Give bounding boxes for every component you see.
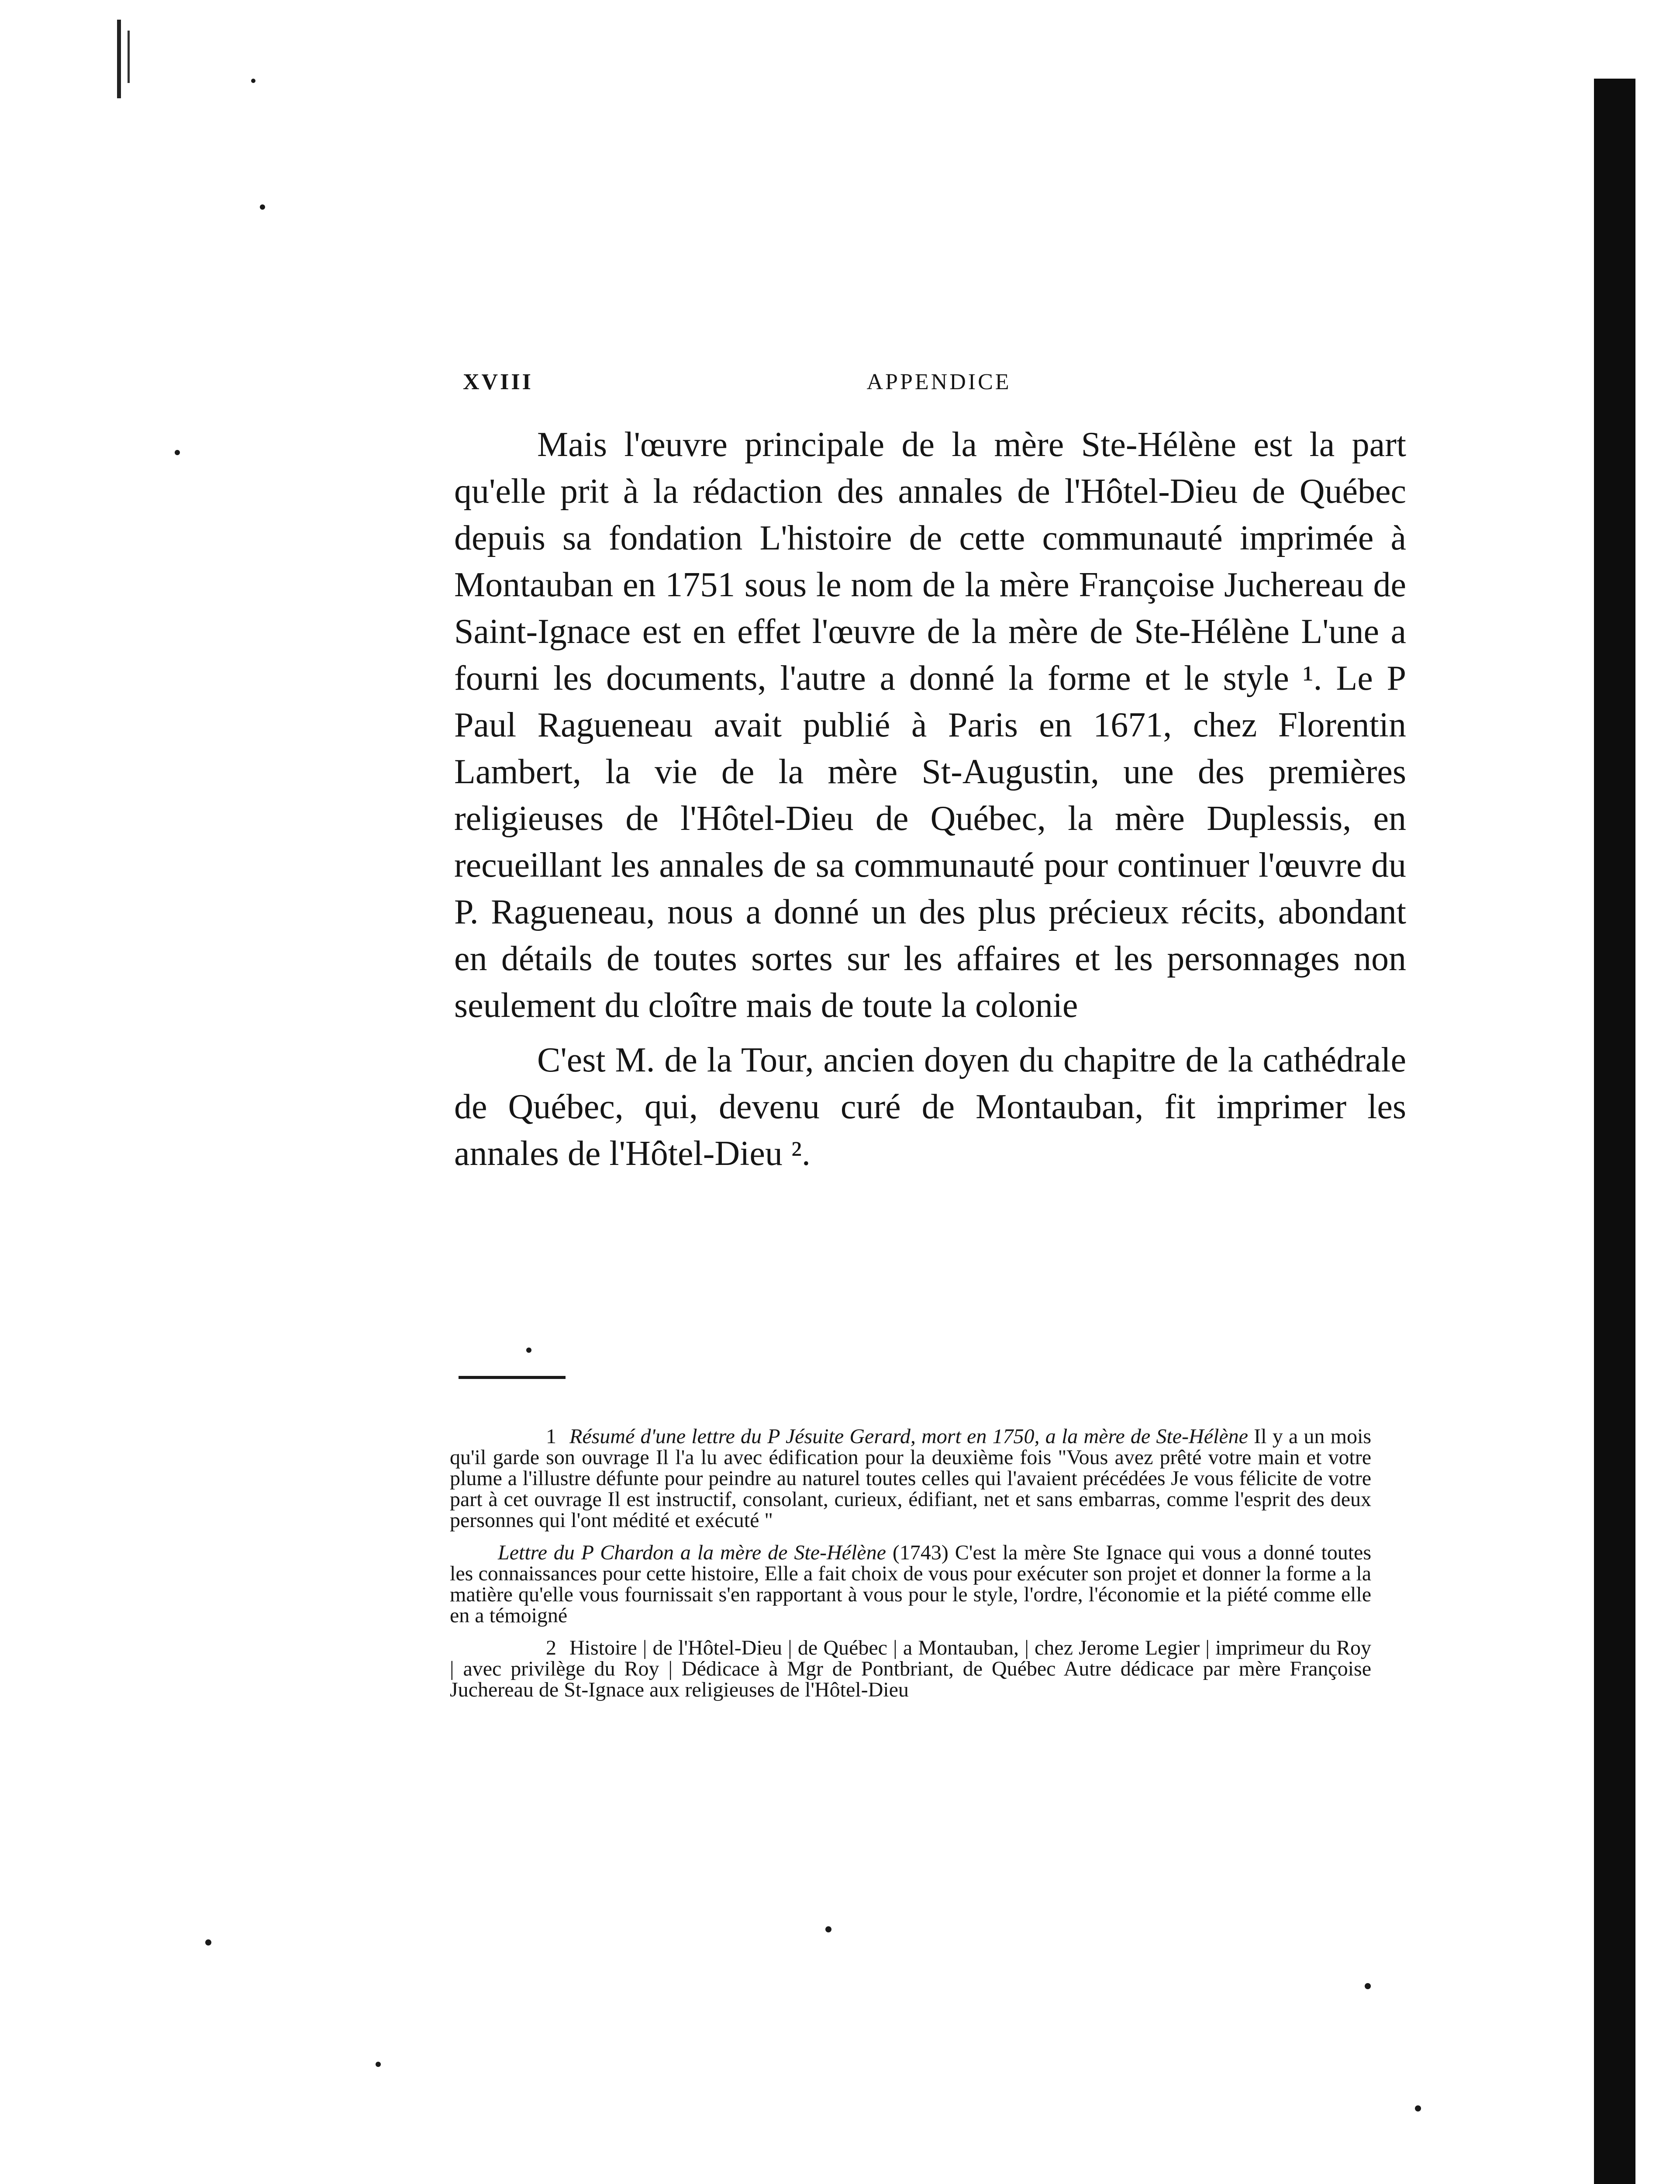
scan-edge-mark [117,20,121,98]
footnote-text: Il y a un mois qu'il garde son ouvrage Il l'a lu avec édification pour la deuxième fois "Vous avez prêté votre main et votre plume a l'illustre défunte pour peindre au naturel toutes celles qui l'avaient précédées Je vous félicite de votre part à cet ouvrage Il est instructif, consolant, curieux, édifiant, net et sans embarras, comme l'esprit des deux personnes qui l'ont médité et exécuté " [450,1425,1372,1532]
scan-speck [526,1348,531,1353]
footnote-text: C'est la mère Ste Ignace qui vous a donné toutes les connaissances pour cette histoire, Elle a fait choix de vous pour exécuter son projet et donner la forme a la matière qu'elle vous fournissait s'en rapportant à vous pour le style, l'ordre, l'économie et la piété comme elle en a témoigné [450,1541,1372,1627]
page-number: XVIII [463,370,533,394]
running-head [463,369,1415,400]
scan-speck [1415,2105,1421,2111]
scan-speck [251,79,255,83]
scan-speck [205,1939,211,1946]
scan-speck [175,450,180,455]
scan-edge-mark [128,31,130,83]
body-paragraph: Mais l'œuvre principale de la mère Ste-Hélène est la part qu'elle prit à la rédaction des annales de l'Hôtel-Dieu de Québec depuis sa fondation L'histoire de cette communauté imprimée à Montauban en 1751 sous le nom de la mère Françoise Juchereau de Saint-Ignace est en effet l'œuvre de la mère de Ste-Hélène L'une a fourni les documents, l'autre a donné la forme et le style ¹. Le P Paul Ragueneau avait publié à Paris en 1671, chez Florentin Lambert, la vie de la mère St-Augustin, une des premières religieuses de l'Hôtel-Dieu de Québec, la mère Duplessis, en recueillant les annales de sa communauté pour continuer l'œuvre du P. Ragueneau, nous a donné un des plus précieux récits, abondant en détails de toutes sortes sur les affaires et les personnages non seulement du cloître mais de toute la colonie [454,425,1406,1025]
footnote-marker: 2 [546,1636,556,1659]
footnote-text: Histoire | de l'Hôtel-Dieu | de Québec | a Montauban, | chez Jerome Legier | imprimeur du Roy | avec privilège du Roy | Dédicace à Mgr de Pontbriant, de Québec Autre dédicace par mère Françoise Juchereau de St-Ignace aux religieuses de l'Hôtel-Dieu [450,1636,1371,1701]
footnote-year: (1743) [892,1541,949,1564]
footnote-citation: Lettre du P Chardon a la mère de Ste-Hélène [498,1541,886,1564]
footnote-marker: 1 [546,1425,556,1448]
footnote-separator [459,1376,566,1379]
scan-speck [1365,1983,1371,1989]
footnote-1-continued [450,1542,1371,1626]
body-text [454,422,1406,1177]
scan-edge-shadow [1594,79,1635,2184]
scan-speck [376,2062,381,2067]
footnote-2 [450,1638,1371,1700]
running-head-title: APPENDICE [866,370,1011,394]
footnote-citation: Résumé d'une lettre du P Jésuite Gerard, mort en 1750, a la mère de Ste-Hélène [569,1425,1248,1448]
scan-speck [825,1926,831,1932]
footnotes [450,1426,1371,1712]
footnote-1 [450,1426,1371,1531]
scan-speck [260,204,265,210]
body-paragraph: C'est M. de la Tour, ancien doyen du chapitre de la cathédrale de Québec, qui, devenu curé de Montauban, fit imprimer les annales de l'Hôtel-Dieu ². [454,1041,1406,1173]
